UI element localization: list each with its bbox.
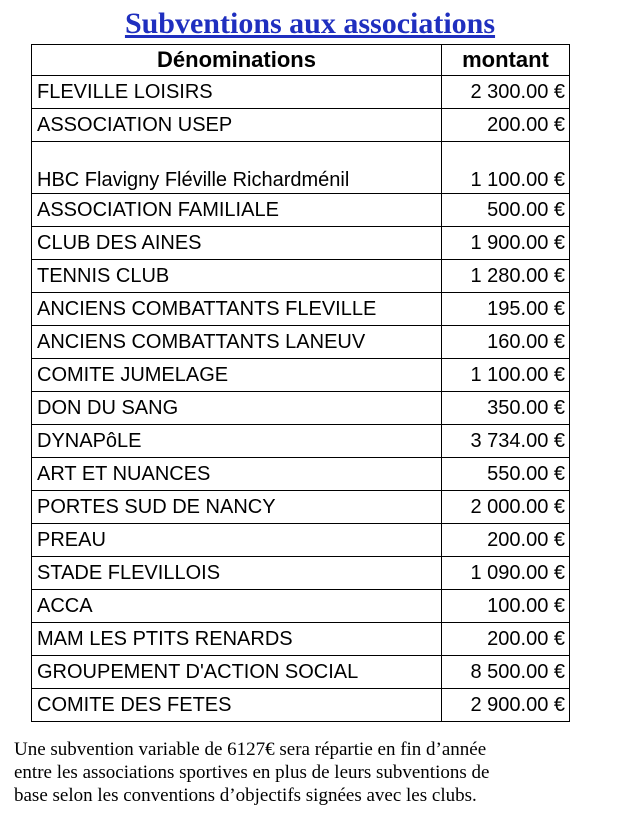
association-name: ASSOCIATION FAMILIALE: [32, 194, 442, 227]
association-name: ANCIENS COMBATTANTS FLEVILLE: [32, 293, 442, 326]
subsidy-amount: 200.00 €: [442, 524, 570, 557]
association-name: ART ET NUANCES: [32, 458, 442, 491]
association-name: HBC Flavigny Fléville Richardménil: [32, 142, 442, 194]
association-name: ANCIENS COMBATTANTS LANEUV: [32, 326, 442, 359]
association-name: DYNAPôLE: [32, 425, 442, 458]
subsidy-amount: 550.00 €: [442, 458, 570, 491]
table-row: [32, 194, 570, 227]
table-row: [32, 491, 570, 524]
subsidy-amount: 1 100.00 €: [442, 359, 570, 392]
association-name: STADE FLEVILLOIS: [32, 557, 442, 590]
subsidy-amount: 200.00 €: [442, 109, 570, 142]
association-name: PORTES SUD DE NANCY: [32, 491, 442, 524]
table-row: [32, 359, 570, 392]
table-row: [32, 458, 570, 491]
association-name: TENNIS CLUB: [32, 260, 442, 293]
table-header-row: [32, 45, 570, 76]
subsidy-amount: 2 900.00 €: [442, 689, 570, 722]
association-name: CLUB DES AINES: [32, 227, 442, 260]
association-name: ACCA: [32, 590, 442, 623]
subsidy-amount: 1 090.00 €: [442, 557, 570, 590]
table-row: [32, 326, 570, 359]
footnote-line: base selon les conventions d’objectifs signées avec les clubs.: [14, 785, 477, 806]
footnote-line: Une subvention variable de 6127€ sera répartie en fin d’année: [14, 739, 487, 760]
table-row: [32, 425, 570, 458]
table-row: [32, 623, 570, 656]
subsidy-amount: 100.00 €: [442, 590, 570, 623]
subsidy-amount: 195.00 €: [442, 293, 570, 326]
table-row: [32, 590, 570, 623]
subsidy-amount: 1 100.00 €: [442, 142, 570, 194]
association-name: GROUPEMENT D'ACTION SOCIAL: [32, 656, 442, 689]
subsidy-amount: 350.00 €: [442, 392, 570, 425]
header-denominations: Dénominations: [32, 45, 442, 76]
subsidy-amount: 1 280.00 €: [442, 260, 570, 293]
association-name: COMITE JUMELAGE: [32, 359, 442, 392]
table-row: [32, 392, 570, 425]
table-row: [32, 557, 570, 590]
association-name: COMITE DES FETES: [32, 689, 442, 722]
association-name: MAM LES PTITS RENARDS: [32, 623, 442, 656]
header-montant: montant: [442, 45, 570, 76]
table-row: [32, 524, 570, 557]
footnote-line: entre les associations sportives en plus de leurs subventions de: [14, 762, 490, 783]
table-row: [32, 109, 570, 142]
subsidy-amount: 3 734.00 €: [442, 425, 570, 458]
table-row: [32, 293, 570, 326]
footnote: [14, 738, 614, 807]
subsidy-amount: 160.00 €: [442, 326, 570, 359]
table-row: [32, 260, 570, 293]
association-name: ASSOCIATION USEP: [32, 109, 442, 142]
table-row: [32, 142, 570, 194]
association-name: DON DU SANG: [32, 392, 442, 425]
subsidy-amount: 500.00 €: [442, 194, 570, 227]
subsidy-amount: 2 000.00 €: [442, 491, 570, 524]
table-row: [32, 76, 570, 109]
table-row: [32, 689, 570, 722]
subsidy-amount: 200.00 €: [442, 623, 570, 656]
subsidies-table: [31, 44, 570, 722]
association-name: FLEVILLE LOISIRS: [32, 76, 442, 109]
table-row: [32, 227, 570, 260]
page-title: Subventions aux associations: [124, 7, 496, 40]
subsidy-amount: 1 900.00 €: [442, 227, 570, 260]
table-row: [32, 656, 570, 689]
subsidy-amount: 8 500.00 €: [442, 656, 570, 689]
association-name: PREAU: [32, 524, 442, 557]
subsidy-amount: 2 300.00 €: [442, 76, 570, 109]
